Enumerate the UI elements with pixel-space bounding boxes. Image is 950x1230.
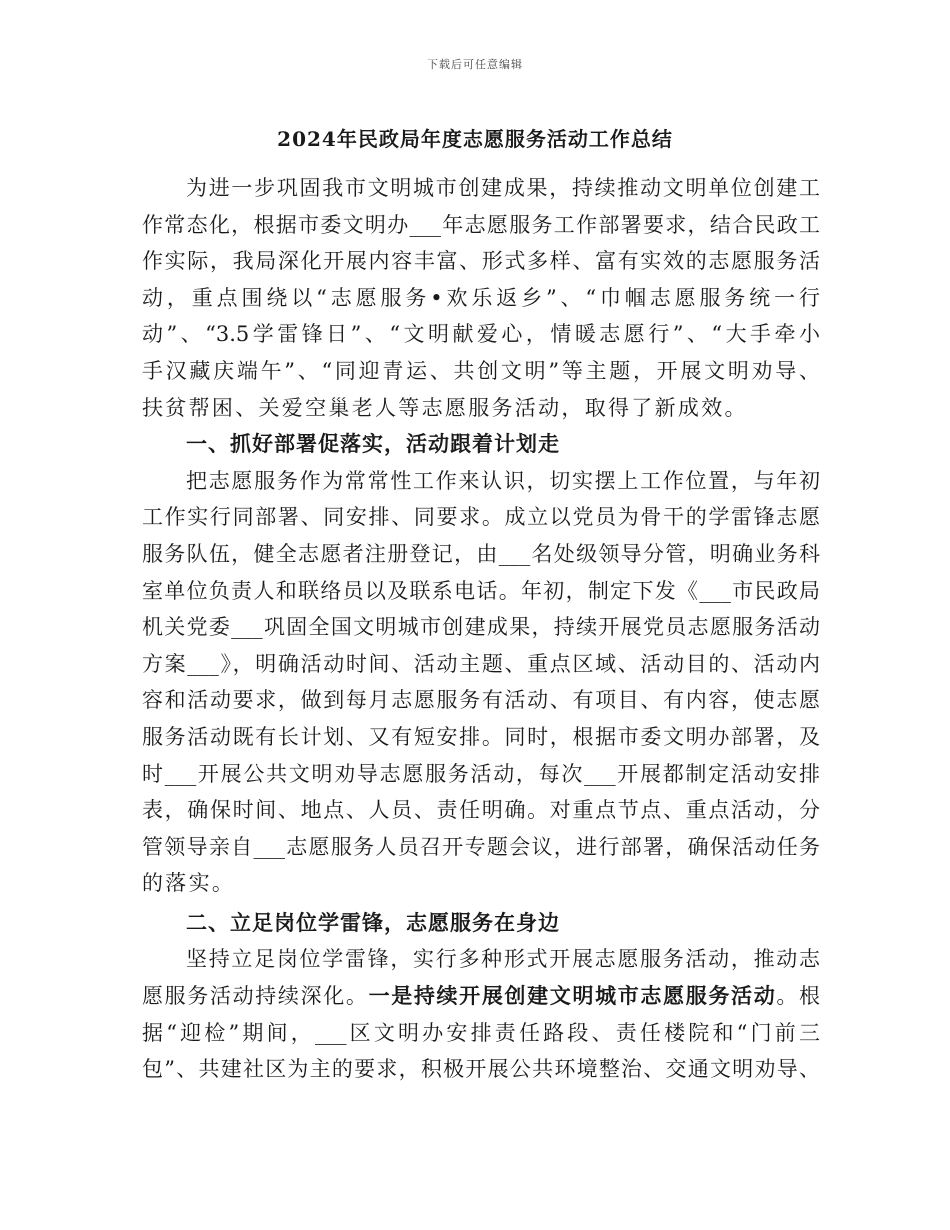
section1-line: 室单位负责人和联络员以及联系电话。年初，制定下发《___市民政局	[142, 578, 820, 603]
header-note: 下载后可任意编辑	[427, 58, 523, 71]
section1-line: 方案___》，明确活动时间、活动主题、重点区域、活动目的、活动内	[142, 651, 820, 676]
intro-line: 扶贫帮困、关爱空巢老人等志愿服务活动，取得了新成效。	[142, 395, 748, 420]
section1-heading: 一、抓好部署促落实，活动跟着计划走	[186, 431, 560, 457]
section1-line: 机关党委___巩固全国文明城市创建成果，持续开展党员志愿服务活动	[142, 615, 820, 640]
intro-line: 为进一步巩固我市文明城市创建成果，持续推动文明单位创建工	[186, 176, 820, 200]
intro-line: 动，重点围绕以“志愿服务•欢乐返乡”、“巾帼志愿服务统一行	[142, 285, 820, 310]
document-body	[142, 170, 820, 1088]
section1-line: 工作实行同部署、同安排、同要求。成立以党员为骨干的学雷锋志愿	[142, 505, 820, 530]
intro-line: 动”、“3.5学雷锋日”、“文明献爱心，情暖志愿行”、“大手牵小	[142, 322, 820, 347]
section1-line: 时___开展公共文明劝导志愿服务活动，每次___开展都制定活动安排	[142, 761, 820, 786]
document-title: 2024年民政局年度志愿服务活动工作总结	[277, 127, 673, 151]
section2-emphasis: 一是持续开展创建文明城市志愿服务活动	[368, 983, 777, 1009]
section1-line: 服务队伍，健全志愿者注册登记，由___名处级领导分管，明确业务科	[142, 541, 820, 566]
intro-line: 作常态化，根据市委文明办___年志愿服务工作部署要求，结合民政工	[142, 212, 820, 237]
section2-heading: 二、立足岗位学雷锋，志愿服务在身边	[186, 909, 560, 935]
section2-line: 据“迎检”期间，___区文明办安排责任路段、责任楼院和“门前三	[142, 1020, 820, 1045]
section2-line-text: 。根	[776, 984, 821, 1009]
section1-line: 表，确保时间、地点、人员、责任明确。对重点节点、重点活动，分	[142, 798, 820, 823]
section1-line: 服务活动既有长计划、又有短安排。同时，根据市委文明办部署，及	[142, 724, 820, 749]
section1-line: 把志愿服务作为常常性工作来认识，切实摆上工作位置，与年初	[186, 468, 820, 493]
section1-line: 的落实。	[142, 871, 236, 896]
section2-line-mixed	[142, 978, 820, 1015]
section2-line: 包”、共建社区为主的要求，积极开展公共环境整治、交通文明劝导、	[142, 1057, 820, 1082]
section1-line: 容和活动要求，做到每月志愿服务有活动、有项目、有内容，使志愿	[142, 688, 820, 713]
intro-line: 作实际，我局深化开展内容丰富、形式多样、富有实效的志愿服务活	[142, 249, 820, 274]
section2-line-text: 愿服务活动持续深化。	[142, 984, 369, 1009]
intro-line: 手汉藏庆端午”、“同迎青运、共创文明”等主题，开展文明劝导、	[142, 358, 820, 383]
section2-line: 坚持立足岗位学雷锋，实行多种形式开展志愿服务活动，推动志	[186, 947, 820, 972]
section1-line: 管领导亲自___志愿服务人员召开专题会议，进行部署，确保活动任务	[142, 834, 820, 859]
